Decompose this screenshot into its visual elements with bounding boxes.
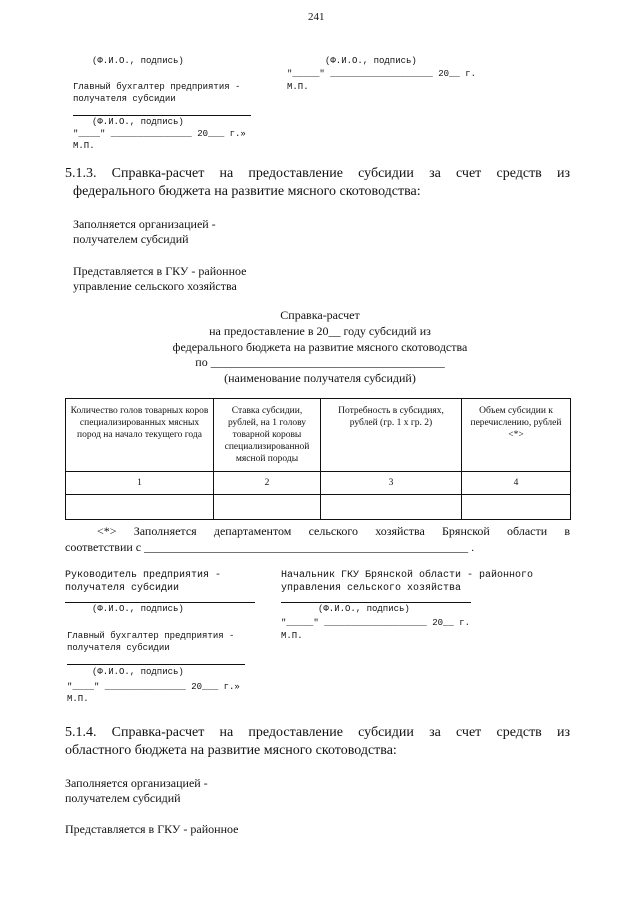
submitted-to-label: Представляется в ГКУ - районное [73,264,247,278]
agency-head-label: управления сельского хозяйства [281,583,462,594]
date-line: "____" _______________ 20___ г.» [67,682,240,692]
recipient-label: получателя субсидии [73,94,176,104]
section-heading: 5.1.4. Справка-расчет на предоставление субсидии за счет средств из [65,725,570,740]
column-number: 4 [462,472,571,495]
section-heading-cont: федерального бюджета на развитие мясного скотоводства: [73,184,421,199]
filled-by-label: Заполняется организацией - [65,776,208,790]
submitted-to-label: Представляется в ГКУ - районное [65,822,239,836]
table-header-cell: Потребность в субсидиях, рублей (гр. 1 х гр. 2) [321,399,462,472]
recipient-label: получателя субсидии [67,643,170,653]
filled-by-label: Заполняется организацией - [73,217,216,231]
table-cell[interactable] [66,495,214,520]
head-label: Руководитель предприятия - [65,570,222,581]
table-number-row [66,472,571,495]
stamp-place-label: М.П. [287,82,309,92]
column-number: 3 [321,472,462,495]
section-heading: 5.1.3. Справка-расчет на предоставление субсидии за счет средств из [65,166,570,181]
table-header-cell: Объем субсидии к перечислению, рублей <*> [462,399,571,472]
date-line: "_____" ___________________ 20__ г. [281,618,471,628]
table-header-cell: Количество голов товарных коров специализированных мясных пород на начало текущего года [66,399,214,472]
column-number: 1 [66,472,214,495]
table-cell[interactable] [214,495,321,520]
subsidy-calc-table [65,398,571,520]
signature-line [281,602,471,603]
signature-caption: (Ф.И.О., подпись) [92,604,184,614]
table-header-row [66,399,571,472]
form-title-line: на предоставление в 20__ году субсидий из [209,324,431,338]
signature-line [65,602,255,603]
section-heading-cont: областного бюджета на развитие мясного скотоводства: [65,743,397,758]
agency-head-label: Начальник ГКУ Брянской области - районного [281,570,534,581]
filled-by-label: получателем субсидий [73,232,189,246]
stamp-place-label: М.П. [67,694,89,704]
footnote-line: <*> Заполняется департаментом сельского хозяйства Брянской области в [97,524,570,538]
form-title-line: Справка-расчет [280,308,360,322]
table-row [66,495,571,520]
table-cell[interactable] [321,495,462,520]
signature-caption: (Ф.И.О., подпись) [92,117,184,127]
signature-caption: (Ф.И.О., подпись) [92,56,184,66]
footnote-line: соответствии с ______________________________________________________ . [65,540,475,554]
page-number: 241 [308,11,325,23]
signature-line [73,115,251,116]
recipient-name-caption: (наименование получателя субсидий) [224,371,416,385]
signature-caption: (Ф.И.О., подпись) [92,667,184,677]
date-line: "____" _______________ 20___ г.» [73,129,246,139]
head-label: получателя субсидии [65,583,180,594]
date-line: "_____" ___________________ 20__ г. [287,69,477,79]
table-cell[interactable] [462,495,571,520]
filled-by-label: получателем субсидий [65,791,181,805]
stamp-place-label: М.П. [73,141,95,151]
signature-caption: (Ф.И.О., подпись) [325,56,417,66]
recipient-name-line: по _______________________________________ [195,355,445,369]
signature-line [67,664,245,665]
chief-accountant-label: Главный бухгалтер предприятия - [67,631,235,641]
signature-caption: (Ф.И.О., подпись) [318,604,410,614]
stamp-place-label: М.П. [281,631,303,641]
table-header-cell: Ставка субсидии, рублей, на 1 голову товарной коровы специализированной мясной породы [214,399,321,472]
chief-accountant-label: Главный бухгалтер предприятия - [73,82,241,92]
submitted-to-label: управление сельского хозяйства [73,279,237,293]
column-number: 2 [214,472,321,495]
form-title-line: федерального бюджета на развитие мясного скотоводства [172,340,468,354]
